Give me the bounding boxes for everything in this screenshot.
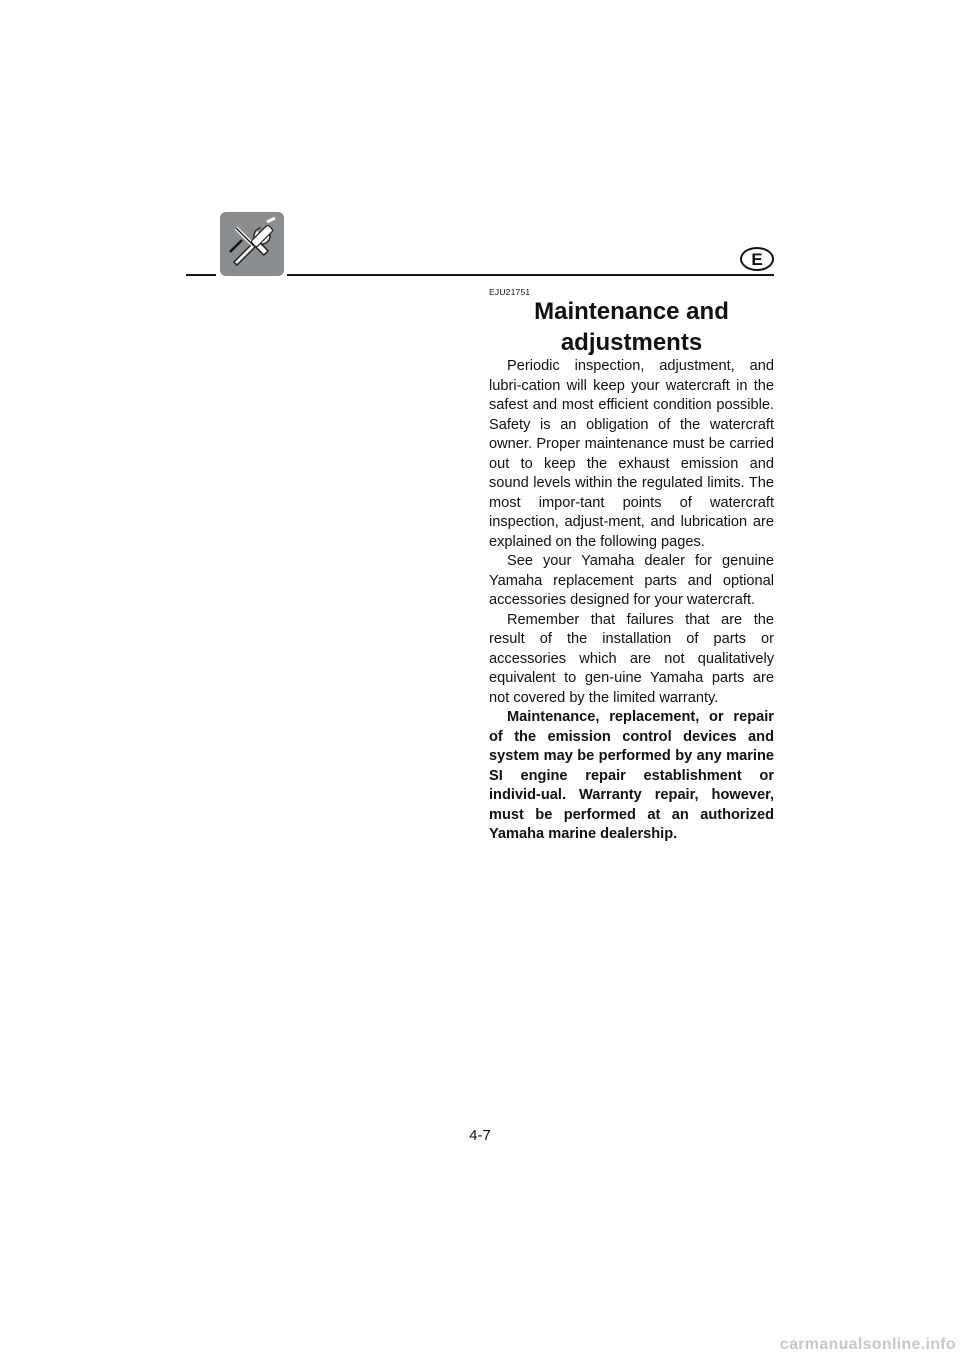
page-number: 4-7: [469, 1127, 491, 1144]
paragraph-parts: See your Yamaha dealer for genuine Yamaha replacement parts and optional accessories designed for your watercraft.: [489, 553, 774, 608]
body-text: [489, 357, 774, 845]
page-title: Maintenance and adjustments: [534, 298, 729, 356]
language-badge: E: [740, 247, 774, 271]
paragraph-warranty: Remember that failures that are the result of the installation of parts or accessories which are not qualitatively equivalent to gen-uine Yamaha parts are not covered by the limited warranty.: [489, 611, 774, 706]
paragraph-emission: Maintenance, replacement, or repair of the emission control devices and system may be performed by any marine SI engine repair establishment or individ-ual. Warranty repair, however, must be performed at an authorized Yamaha marine dealership.: [489, 709, 774, 842]
section-code: EJU21751: [489, 287, 531, 297]
header-rule-right: [287, 274, 774, 276]
header-rule-left: [186, 274, 216, 276]
watermark: carmanualsonline.info: [779, 1336, 956, 1353]
paragraph-intro: Periodic inspection, adjustment, and lubri-cation will keep your watercraft in the safest and most efficient condition possible. Safety is an obligation of the watercraft owner. Proper maintenance must be carried out to keep the exhaust emission and sound levels within the regulated limits. The most impor-tant points of watercraft inspection, adjust-ment, and lubrication are explained on the following pages.: [489, 358, 774, 550]
tools-icon: [220, 212, 284, 276]
